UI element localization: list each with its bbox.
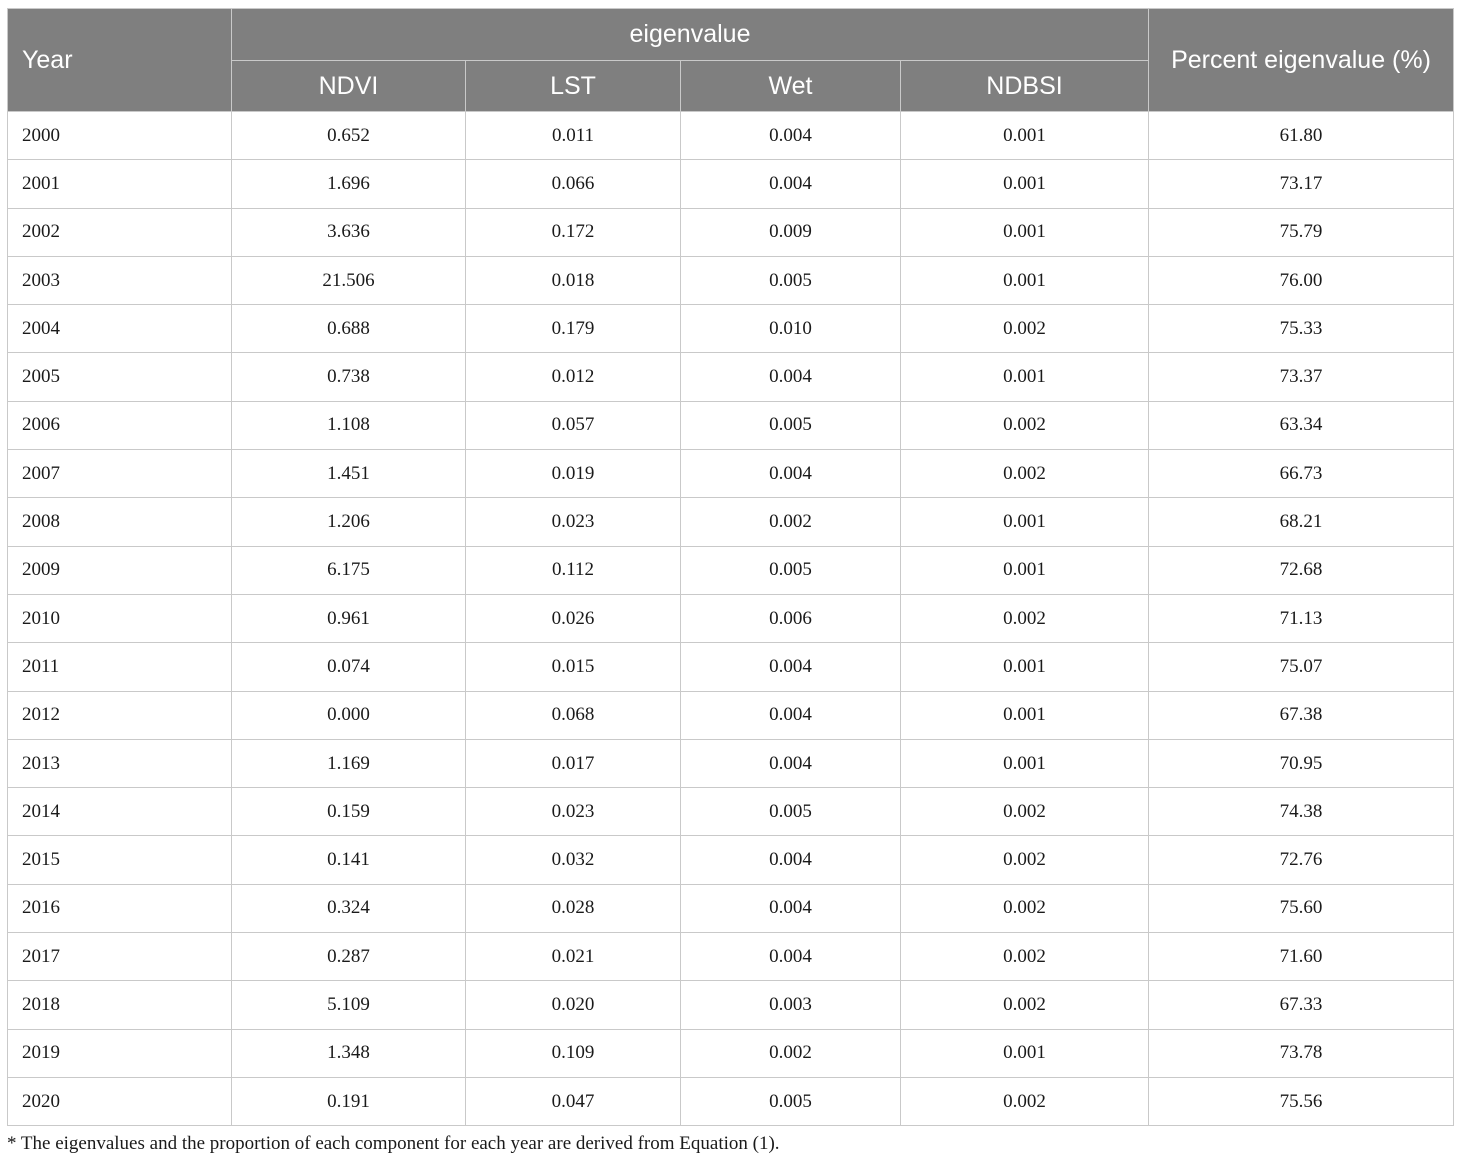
cell-wet: 0.005 [681,788,901,836]
cell-percent: 73.37 [1149,353,1454,401]
table-body [8,112,1454,1126]
table-row [8,256,1454,304]
cell-ndvi: 1.348 [232,1029,466,1077]
cell-ndvi: 0.961 [232,594,466,642]
table-header [8,9,1454,112]
cell-percent: 75.33 [1149,305,1454,353]
cell-wet: 0.004 [681,933,901,981]
cell-year: 2008 [8,498,232,546]
header-percent-eigenvalue: Percent eigenvalue (%) [1149,9,1454,112]
cell-percent: 74.38 [1149,788,1454,836]
eigenvalue-table [7,8,1454,1126]
table-row [8,1077,1454,1125]
cell-year: 2011 [8,643,232,691]
cell-ndvi: 0.287 [232,933,466,981]
header-wet: Wet [681,61,901,112]
table-row [8,450,1454,498]
cell-ndvi: 1.206 [232,498,466,546]
cell-wet: 0.004 [681,739,901,787]
cell-percent: 67.38 [1149,691,1454,739]
cell-year: 2010 [8,594,232,642]
cell-wet: 0.004 [681,112,901,160]
cell-lst: 0.020 [466,981,681,1029]
cell-lst: 0.019 [466,450,681,498]
cell-lst: 0.012 [466,353,681,401]
table-row [8,884,1454,932]
cell-wet: 0.004 [681,884,901,932]
cell-wet: 0.004 [681,450,901,498]
cell-wet: 0.009 [681,208,901,256]
cell-ndvi: 0.000 [232,691,466,739]
cell-percent: 68.21 [1149,498,1454,546]
cell-year: 2004 [8,305,232,353]
cell-ndvi: 0.159 [232,788,466,836]
cell-wet: 0.010 [681,305,901,353]
cell-ndvi: 0.688 [232,305,466,353]
cell-ndvi: 1.451 [232,450,466,498]
cell-wet: 0.004 [681,160,901,208]
cell-ndvi: 0.738 [232,353,466,401]
cell-lst: 0.047 [466,1077,681,1125]
cell-percent: 61.80 [1149,112,1454,160]
cell-ndbsi: 0.001 [901,112,1149,160]
cell-ndvi: 0.141 [232,836,466,884]
cell-percent: 73.78 [1149,1029,1454,1077]
cell-year: 2000 [8,112,232,160]
cell-percent: 70.95 [1149,739,1454,787]
cell-ndbsi: 0.001 [901,498,1149,546]
table-row [8,739,1454,787]
cell-ndbsi: 0.001 [901,353,1149,401]
cell-percent: 67.33 [1149,981,1454,1029]
table-row [8,498,1454,546]
cell-percent: 71.13 [1149,594,1454,642]
cell-wet: 0.003 [681,981,901,1029]
cell-year: 2015 [8,836,232,884]
cell-lst: 0.068 [466,691,681,739]
cell-lst: 0.026 [466,594,681,642]
document [7,8,1453,1155]
table-row [8,836,1454,884]
cell-lst: 0.011 [466,112,681,160]
cell-year: 2016 [8,884,232,932]
cell-ndbsi: 0.002 [901,884,1149,932]
table-row [8,112,1454,160]
cell-ndbsi: 0.001 [901,208,1149,256]
cell-percent: 75.07 [1149,643,1454,691]
cell-percent: 63.34 [1149,401,1454,449]
cell-year: 2003 [8,256,232,304]
cell-year: 2014 [8,788,232,836]
cell-percent: 75.56 [1149,1077,1454,1125]
cell-ndbsi: 0.002 [901,1077,1149,1125]
table-row [8,981,1454,1029]
cell-year: 2020 [8,1077,232,1125]
cell-lst: 0.172 [466,208,681,256]
header-ndbsi: NDBSI [901,61,1149,112]
cell-percent: 72.76 [1149,836,1454,884]
cell-ndvi: 3.636 [232,208,466,256]
header-ndvi: NDVI [232,61,466,112]
cell-ndbsi: 0.001 [901,1029,1149,1077]
cell-wet: 0.004 [681,353,901,401]
cell-ndvi: 0.652 [232,112,466,160]
cell-wet: 0.004 [681,836,901,884]
cell-ndbsi: 0.002 [901,981,1149,1029]
cell-ndbsi: 0.002 [901,788,1149,836]
table-row [8,353,1454,401]
cell-ndbsi: 0.002 [901,594,1149,642]
cell-year: 2007 [8,450,232,498]
cell-wet: 0.004 [681,643,901,691]
cell-ndbsi: 0.001 [901,739,1149,787]
table-row [8,1029,1454,1077]
cell-ndbsi: 0.001 [901,643,1149,691]
cell-wet: 0.002 [681,498,901,546]
cell-wet: 0.005 [681,401,901,449]
cell-percent: 75.60 [1149,884,1454,932]
cell-wet: 0.004 [681,691,901,739]
cell-percent: 71.60 [1149,933,1454,981]
cell-ndbsi: 0.001 [901,691,1149,739]
cell-wet: 0.005 [681,1077,901,1125]
cell-year: 2005 [8,353,232,401]
cell-year: 2009 [8,546,232,594]
cell-ndvi: 5.109 [232,981,466,1029]
cell-wet: 0.005 [681,546,901,594]
cell-ndbsi: 0.001 [901,256,1149,304]
table-row [8,305,1454,353]
cell-ndbsi: 0.002 [901,401,1149,449]
cell-lst: 0.066 [466,160,681,208]
cell-year: 2017 [8,933,232,981]
table-row [8,643,1454,691]
cell-ndvi: 1.696 [232,160,466,208]
cell-lst: 0.018 [466,256,681,304]
cell-percent: 75.79 [1149,208,1454,256]
cell-percent: 76.00 [1149,256,1454,304]
cell-year: 2002 [8,208,232,256]
cell-ndvi: 1.108 [232,401,466,449]
cell-ndbsi: 0.002 [901,450,1149,498]
cell-percent: 72.68 [1149,546,1454,594]
cell-year: 2012 [8,691,232,739]
table-row [8,401,1454,449]
cell-lst: 0.032 [466,836,681,884]
cell-ndvi: 6.175 [232,546,466,594]
cell-lst: 0.179 [466,305,681,353]
cell-percent: 73.17 [1149,160,1454,208]
header-eigenvalue-group: eigenvalue [232,9,1149,61]
cell-ndbsi: 0.001 [901,160,1149,208]
cell-lst: 0.112 [466,546,681,594]
table-row [8,546,1454,594]
cell-lst: 0.028 [466,884,681,932]
cell-lst: 0.023 [466,498,681,546]
cell-percent: 66.73 [1149,450,1454,498]
cell-year: 2019 [8,1029,232,1077]
cell-ndbsi: 0.002 [901,933,1149,981]
cell-ndvi: 0.191 [232,1077,466,1125]
cell-ndbsi: 0.002 [901,836,1149,884]
cell-lst: 0.057 [466,401,681,449]
cell-lst: 0.017 [466,739,681,787]
cell-year: 2018 [8,981,232,1029]
table-row [8,691,1454,739]
cell-lst: 0.015 [466,643,681,691]
cell-ndvi: 0.324 [232,884,466,932]
header-year: Year [8,9,232,112]
cell-year: 2013 [8,739,232,787]
cell-year: 2006 [8,401,232,449]
cell-ndbsi: 0.001 [901,546,1149,594]
cell-ndbsi: 0.002 [901,305,1149,353]
cell-year: 2001 [8,160,232,208]
table-row [8,594,1454,642]
table-row [8,208,1454,256]
cell-wet: 0.005 [681,256,901,304]
cell-lst: 0.109 [466,1029,681,1077]
cell-wet: 0.002 [681,1029,901,1077]
cell-lst: 0.023 [466,788,681,836]
cell-ndvi: 21.506 [232,256,466,304]
header-lst: LST [466,61,681,112]
cell-ndvi: 0.074 [232,643,466,691]
table-row [8,788,1454,836]
table-footnote: * The eigenvalues and the proportion of each component for each year are derived from Equation (1). [7,1133,780,1155]
table-row [8,933,1454,981]
table-row [8,160,1454,208]
cell-lst: 0.021 [466,933,681,981]
cell-wet: 0.006 [681,594,901,642]
cell-ndvi: 1.169 [232,739,466,787]
